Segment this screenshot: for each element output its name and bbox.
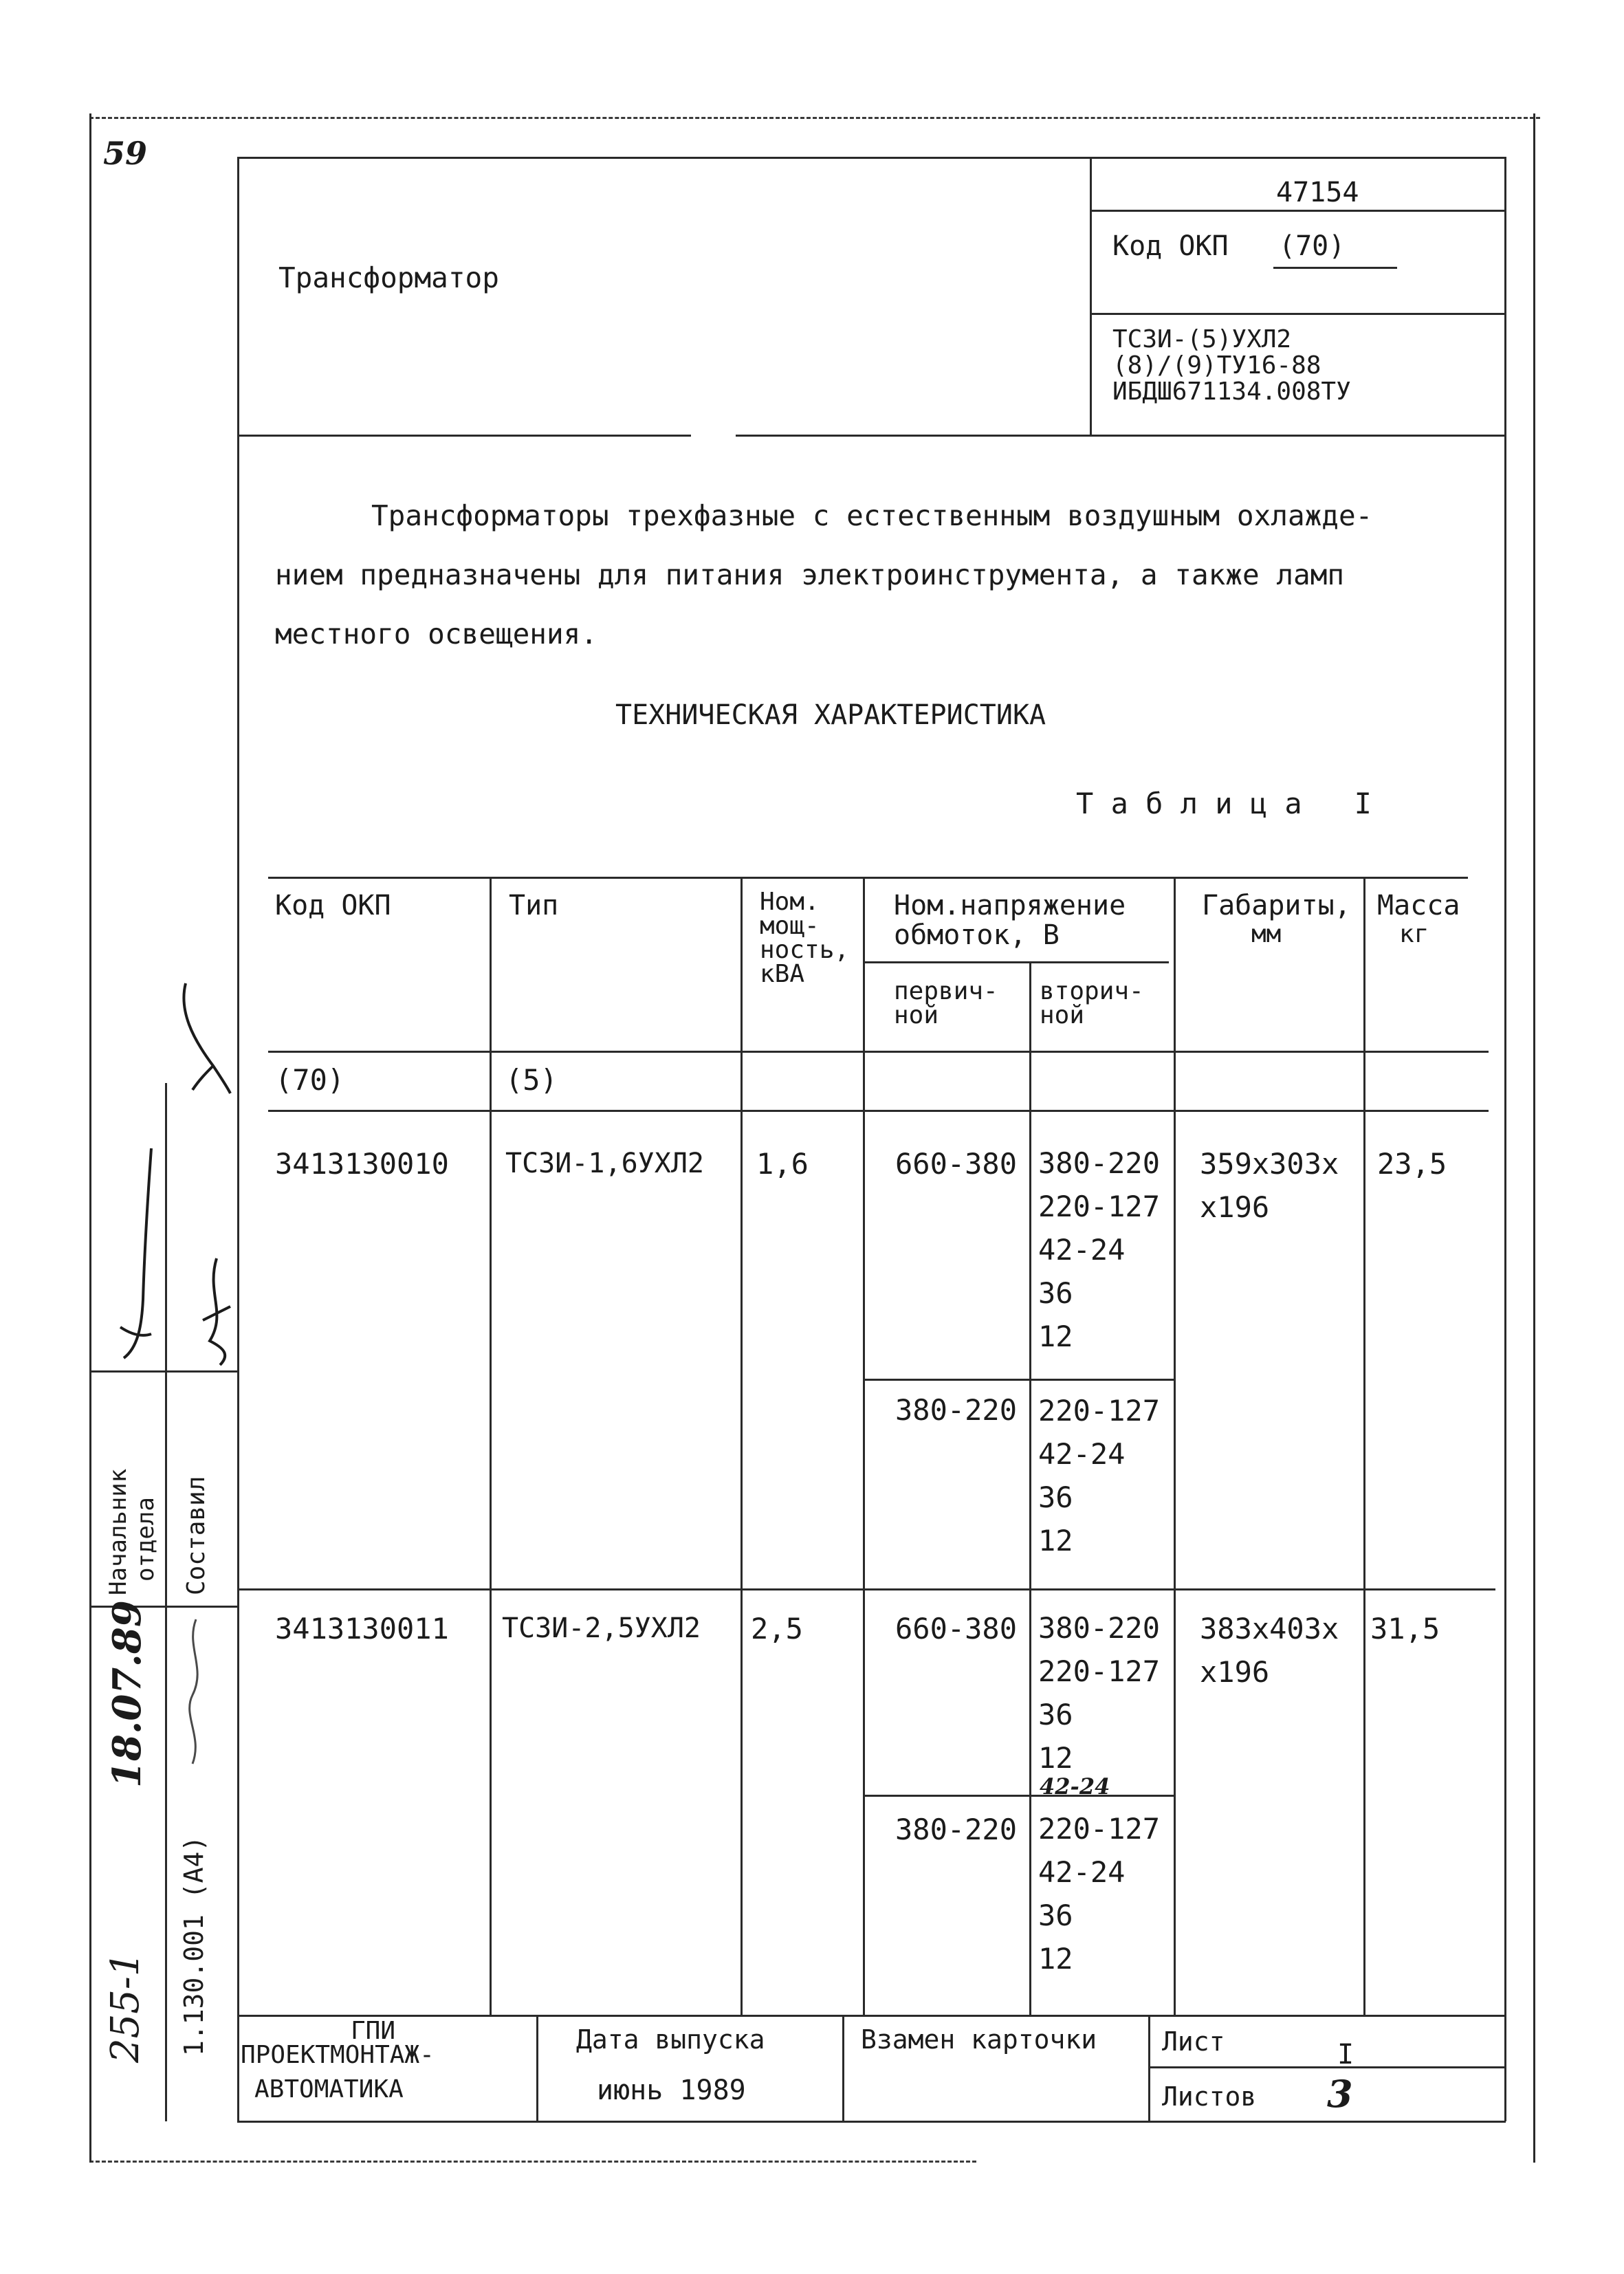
footer-top-rule [237, 2015, 1506, 2017]
row1-power: 1,6 [756, 1147, 809, 1181]
header-power-4: кВА [760, 960, 805, 988]
row2-secondary-a-handwritten-note: 42-24 [1040, 1773, 1110, 1800]
intro-line-2: нием предназначены для питания электроинструмента, а также ламп [275, 558, 1345, 591]
col-sep-okp-type [490, 877, 492, 2015]
footer-sheet-value: I [1337, 2039, 1354, 2070]
ref-okp: (70) [275, 1063, 345, 1097]
col-sep-dims-mass [1363, 877, 1365, 2015]
header-okp: Код ОКП [275, 890, 391, 921]
margin-author-label: Составил [182, 1476, 210, 1595]
table-caption: Т а б л и ц а I [1076, 787, 1372, 820]
outer-frame-bottom [89, 2161, 976, 2163]
table-refs-rule [268, 1110, 1489, 1112]
header-voltage-2: обмоток, В [894, 919, 1060, 951]
ref-type: (5) [505, 1063, 558, 1097]
spec-line-3: ИБДШ671134.008ТУ [1112, 378, 1351, 406]
outer-frame-top [89, 117, 1540, 119]
voltage-sub-rule [863, 961, 1169, 963]
footer-org-1: ГПИ [351, 2017, 396, 2045]
header-secondary-2: ной [1040, 1001, 1085, 1029]
header-right-sep-1 [1090, 210, 1506, 212]
okp-ref-underline [1273, 267, 1397, 269]
row2-secondary-b: 220-127 42-24 36 12 [1038, 1812, 1161, 1976]
row1-secondary-b: 220-127 42-24 36 12 [1038, 1394, 1161, 1557]
footer-sep-1 [536, 2015, 538, 2121]
signature-author-lower-icon [196, 1251, 237, 1368]
margin-head-label-1: Начальник [105, 1468, 132, 1595]
col-sep-voltage-dims [1174, 877, 1176, 2015]
header-power-2: мощ- [760, 912, 820, 940]
header-dims-2: мм [1251, 920, 1282, 948]
header-power-1: Ном. [760, 888, 820, 916]
row1-type: ТСЗИ-1,6УХЛ2 [505, 1148, 704, 1179]
row2-dims-2: x196 [1200, 1655, 1270, 1689]
spec-line-2: (8)/(9)ТУ16-88 [1112, 351, 1321, 380]
header-mass-1: Масса [1377, 890, 1460, 921]
outer-frame-left [89, 113, 91, 2163]
outer-frame-right [1533, 113, 1535, 2163]
main-frame-top [237, 157, 1506, 159]
row2-secondary-a: 380-220 220-127 36 12 [1038, 1611, 1161, 1775]
intro-line-1: Трансформаторы трехфазные с естественным воздушным охлажде- [371, 499, 1373, 532]
row1-dims-1: 359x303x [1200, 1147, 1339, 1181]
header-power-3: ность, [760, 936, 850, 964]
header-mass-2: кг [1399, 920, 1429, 948]
footer-sheet-label: Лист [1162, 2026, 1225, 2057]
row2-type: ТСЗИ-2,5УХЛ2 [502, 1612, 701, 1644]
row2-mass: 31,5 [1370, 1612, 1440, 1646]
footer-release-label: Дата выпуска [576, 2024, 765, 2055]
main-frame-right [1504, 157, 1506, 2121]
header-divider-left [237, 435, 691, 437]
header-divider-right [736, 435, 1506, 437]
footer-org-3: АВТОМАТИКА [254, 2075, 404, 2103]
signature-author-icon [172, 976, 234, 1100]
row1-mass: 23,5 [1377, 1147, 1447, 1181]
margin-archive-number: 255-1 [103, 1952, 148, 2063]
header-primary-2: ной [894, 1001, 939, 1029]
footer-sep-2 [842, 2015, 844, 2121]
footer-sheets-label: Листов [1162, 2081, 1257, 2112]
col-sep-type-power [740, 877, 743, 2015]
row1-primary-split [863, 1379, 1176, 1381]
footer-sheets-value: 3 [1327, 2072, 1353, 2116]
margin-head-label-2: отдела [132, 1497, 160, 1582]
header-voltage-1: Ном.напряжение [894, 890, 1126, 921]
header-primary-1: первич- [894, 977, 998, 1005]
product-name: Трансформатор [278, 261, 499, 294]
header-secondary-1: вторич- [1040, 977, 1144, 1005]
signature-date-icon [172, 1612, 220, 1778]
okp-label: Код ОКП [1112, 230, 1229, 262]
row2-dims-1: 383x403x [1200, 1612, 1339, 1646]
row1-primary-b: 380-220 [895, 1393, 1018, 1427]
row1-okp: 3413130010 [275, 1147, 449, 1181]
table-top-rule [268, 877, 1468, 879]
row2-okp: 3413130011 [275, 1612, 449, 1646]
row2-power: 2,5 [751, 1612, 803, 1646]
row2-primary-split [863, 1795, 1176, 1797]
signature-head-icon [110, 1141, 172, 1375]
header-type: Тип [509, 890, 559, 921]
spec-line-1: ТСЗИ-(5)УХЛ2 [1112, 325, 1292, 353]
row2-primary-a: 660-380 [895, 1612, 1018, 1646]
table-header-rule [268, 1051, 1489, 1053]
code-number: 47154 [1276, 177, 1359, 208]
header-vertical-divider [1090, 157, 1092, 436]
col-sep-primary-secondary [1029, 961, 1031, 2015]
page-number: 59 [103, 135, 148, 172]
row1-dims-2: x196 [1200, 1190, 1270, 1224]
intro-line-3: местного освещения. [275, 617, 597, 651]
footer-replaces-label: Взамен карточки [861, 2024, 1097, 2055]
row2-primary-b: 380-220 [895, 1813, 1018, 1846]
row1-primary-a: 660-380 [895, 1147, 1018, 1181]
header-right-sep-2 [1090, 313, 1506, 315]
footer-org-2: ПРОЕКТМОНТАЖ- [241, 2041, 435, 2069]
footer-release-date: июнь 1989 [597, 2075, 746, 2106]
margin-date-handwritten: 18.07.89 [105, 1600, 150, 1788]
header-dims-1: Габариты, [1202, 890, 1351, 921]
col-sep-power-voltage [863, 877, 865, 2015]
row1-secondary-a: 380-220 220-127 42-24 36 12 [1038, 1146, 1161, 1353]
footer-sheet-rule [1148, 2066, 1506, 2068]
margin-doc-code: 1.130.001 (А4) [179, 1835, 209, 2056]
main-frame-left [237, 157, 239, 2121]
main-frame-bottom [237, 2121, 1506, 2123]
section-title: ТЕХНИЧЕСКАЯ ХАРАКТЕРИСТИКА [615, 699, 1046, 731]
table-row-rule [237, 1588, 1495, 1590]
okp-ref: (70) [1279, 230, 1346, 262]
